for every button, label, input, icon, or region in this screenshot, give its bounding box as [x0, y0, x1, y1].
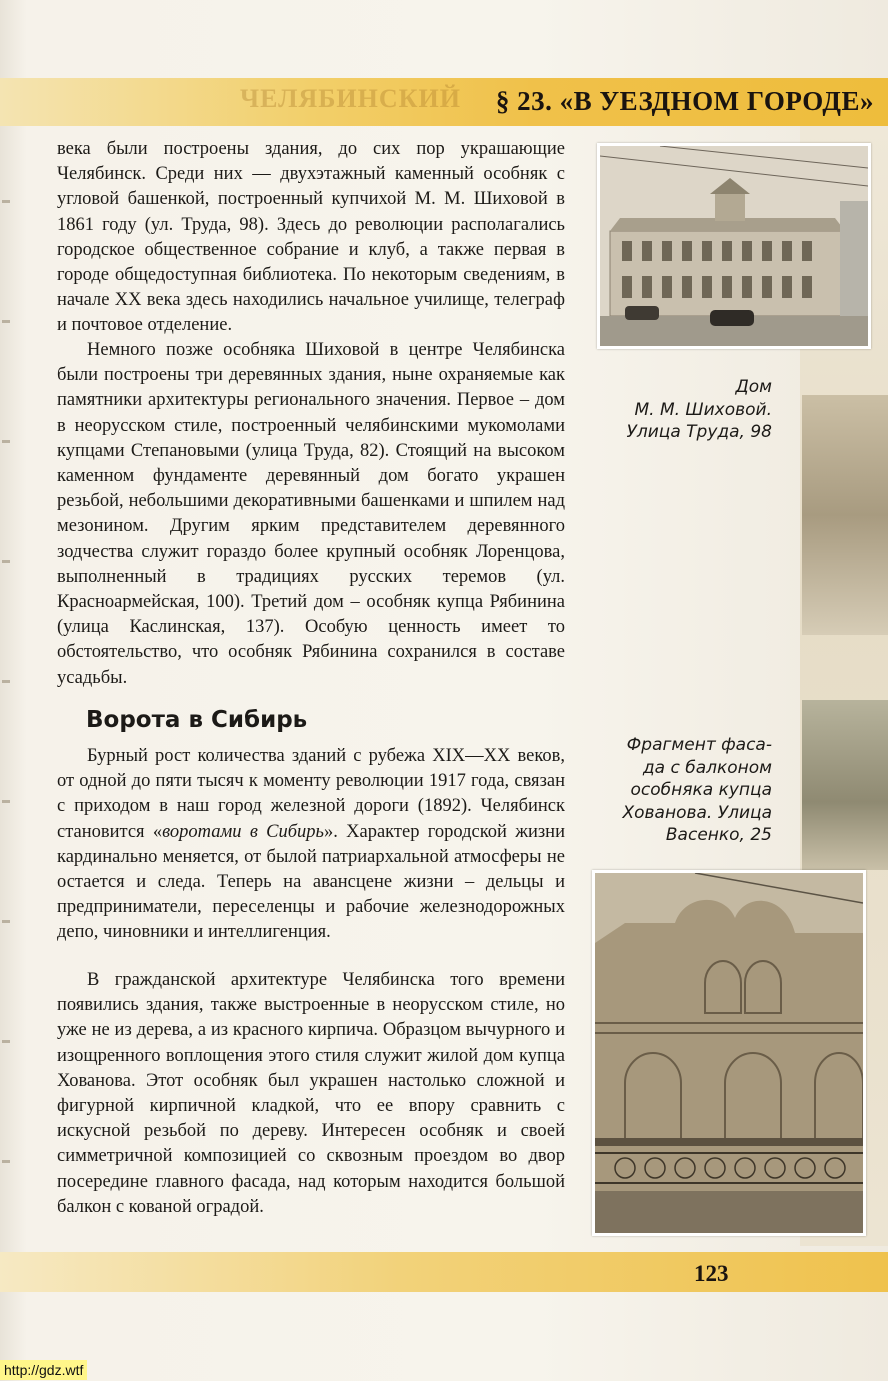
page-number: 123 [694, 1261, 729, 1286]
chapter-title: § 23. «В УЕЗДНОМ ГОРОДЕ» [495, 86, 874, 116]
caption-line: Фрагмент фаса- [626, 735, 772, 755]
caption-line: Дом [735, 377, 772, 397]
paragraph [57, 744, 565, 946]
paragraph [57, 137, 565, 339]
binding-edge [2, 140, 10, 1240]
sidebar-photo-strip [802, 700, 888, 870]
header-ghost-text: ЧЕЛЯБИНСКИЙ [240, 84, 461, 113]
caption-line: Улица Труда, 98 [626, 422, 772, 442]
caption-line: М. М. Шиховой. [634, 399, 772, 420]
footer-band [0, 1252, 888, 1292]
paragraph [57, 338, 565, 691]
building-illustration [600, 146, 868, 346]
caption-line: особняка купца [630, 780, 772, 800]
paragraph-text [57, 744, 565, 946]
watermark-link[interactable]: http://gdz.wtf [0, 1360, 87, 1380]
paragraph-text: В гражданской архитектуре Челябинска того времени появились здания, также выстроенные в неорусском стиле, но уже не из дерева, а из красного кирпича. Образцом вычурного и изощренного воплощения этого стиля служит жилой дом купца Хованова. Этот особняк был украшен настолько сложной и фигурной кирпичной кладкой, что ее впору сравнить с искусной резьбой по дереву. Интересен особняк и своей симметричной композицией со сквозным проездом во двор посередине главного фасада, над которым находится большой балкон с кованой оградой. [57, 970, 565, 1217]
paragraph-text-part: Бурный рост количества зданий с рубежа XIX—XX веков, от одной до пяти тысяч к моменту революции 1917 года, связан с приходом в наш город железной дороги (1892). Челябинск становится « [57, 746, 565, 842]
photo-caption [572, 376, 772, 444]
paragraph-text-part: ». Характер городской жизни кардинально меняется, от былой патриархальной атмосферы не остается и следа. Теперь на авансцене жизни – дельцы и предприниматели, переселенцы и рабочие железнодорожных депо, чиновники и интеллигенция. [57, 821, 565, 943]
caption-line: да с балконом [642, 757, 772, 778]
caption-line: Хованова. Улица [622, 802, 772, 823]
sidebar-photo-strip [802, 395, 888, 635]
section-heading: Ворота в Сибирь [86, 707, 308, 733]
emphasis-text: воротами в Сибирь [162, 821, 324, 842]
photo-shikhova-house [597, 143, 871, 349]
photo-caption [572, 734, 772, 847]
paragraph-text: Немного позже особняка Шиховой в центре Челябинска были построены три деревянных здания, ныне охраняемые как памятники архитектуры регионального значения. Первое – дом в неорусском стиле, построенный челябинскими мукомолами купцами Степановыми (улица Труда, 82). Стоящий на высоком каменном фундаменте деревянный дом богато украшен резьбой, небольшими декоративными башенками и шпилем над мезонином. Другим ярким представителем деревянного зодчества служит гораздо более крупный особняк Лоренцова, выполненный в традициях русских теремов (ул. Красноармейская, 100). Третий дом – особняк купца Рябинина (улица Каслинская, 137). Особую ценность имеет то обстоятельство, что особняк Рябинина сохранился в составе усадьбы. [57, 340, 565, 688]
caption-line: Васенко, 25 [665, 825, 772, 845]
paragraph [57, 968, 565, 1220]
facade-illustration [595, 873, 863, 1233]
photo-khovanov-facade [592, 870, 866, 1236]
paragraph-text: века были построены здания, до сих пор украшающие Челябинск. Среди них — двухэтажный каменный особняк с угловой башенкой, построенный купчихой М. М. Шиховой в 1861 году (ул. Труда, 98). Здесь до революции располагались городское общественное собрание и клуб, а также первая в городе общедоступная библиотека. По некоторым сведениям, в начале ХХ века здесь находились начальное училище, телеграф и почтовое отделение. [57, 139, 565, 336]
